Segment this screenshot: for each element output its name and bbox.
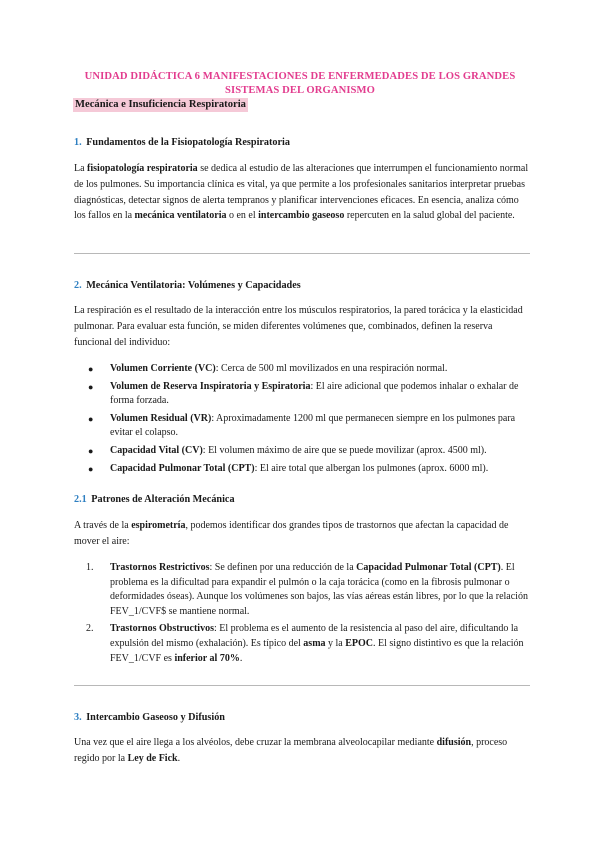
item-number: 2. — [86, 623, 94, 635]
text-run: . El problema es la dificultad para expandir el pulmón o la caja torácica (como en la fibrosis pulmonar o deformidades óseas). Aunque los volúmenes son bajos, las vías aéreas están libres, por lo que la relación FEV_1/CVF$ se mantiene normal. — [110, 562, 528, 617]
item-number: 1. — [86, 562, 94, 573]
bold-term: inferior al 70% — [174, 652, 240, 664]
heading-section-2-1 — [74, 493, 235, 507]
paragraph-section-2-1 — [74, 518, 529, 550]
heading-text: Fundamentos de la Fisiopatología Respiratoria — [86, 137, 290, 148]
text-run: y la — [325, 637, 346, 649]
disorders-list — [74, 561, 530, 669]
paragraph-section-1 — [74, 161, 529, 224]
text-run: La — [74, 163, 88, 174]
bold-term: Volumen Corriente (VC) — [110, 363, 216, 374]
list-item: ● Capacidad Vital (CV): El volumen máximo de aire que se puede movilizar (aprox. 4500 ml). — [88, 444, 487, 456]
list-item — [74, 622, 530, 666]
list-item: ● Volumen Residual (VR): Aproximadamente 1200 ml que permanecen siempre en los pulmones para evitar el colapso. — [88, 412, 516, 439]
text-run: : Aproximadamente 1200 ml que permanecen siempre en los pulmones para evitar el colapso. — [110, 412, 516, 439]
text-run: : El aire total que albergan los pulmones (aprox. 6000 ml). — [254, 462, 489, 474]
text-run: . — [239, 652, 243, 664]
bold-term: Capacidad Pulmonar Total (CPT) — [110, 462, 255, 474]
bold-term: fisiopatología respiratoria — [87, 163, 198, 174]
divider — [74, 253, 530, 254]
paragraph-section-2: La respiración es el resultado de la interacción entre los músculos respiratorios, la pared torácica y la elasticidad pulmonar. Para evaluar esta función, se miden diferentes volúmenes que, combinados, definen la reserva funcional del individuo: — [74, 305, 523, 348]
text-run: se dedica al estudio de las alteraciones que interrumpen el funcionamiento normal de los pulmones. Su importancia clínica es vital, ya que permite a los profesionales sanitarios interpretar pruebas diagnósticas, detectar signos de alerta tempranos y planificar intervenciones eficaces. En esencia, analiza cómo los fallos en la — [74, 163, 529, 222]
text-run: : Cerca de 500 ml movilizados en una respiración normal. — [215, 363, 448, 374]
text-run: Una vez que el aire llega a los alvéolos, debe cruzar la membrana alveolocapilar mediante — [74, 737, 437, 748]
bold-term: Capacidad Vital (CV) — [110, 444, 203, 456]
bold-term: Volumen de Reserva Inspiratoria y Espiratoria — [110, 380, 311, 392]
heading-text: Mecánica Ventilatoria: Volúmenes y Capacidades — [86, 280, 301, 291]
heading-section-1 — [74, 136, 290, 150]
heading-text: Intercambio Gaseoso y Difusión — [86, 712, 225, 723]
text-run: , proceso regido por la — [74, 737, 508, 764]
text-run: A través de la — [74, 520, 132, 531]
bold-term: Trastornos Obstructivos — [110, 623, 214, 635]
bold-term: Capacidad Pulmonar Total (CPT) — [356, 562, 501, 573]
text-run: repercuten en la salud global del paciente. — [344, 210, 515, 222]
text-run: . — [177, 752, 181, 764]
list-item: ● Capacidad Pulmonar Total (CPT): El aire total que albergan los pulmones (aprox. 6000 ml). — [88, 462, 489, 474]
bold-term: Volumen Residual (VR) — [110, 412, 212, 424]
heading-number: 2.1 — [74, 494, 87, 505]
bold-term: Ley de Fick — [127, 752, 178, 764]
text-run: : El volumen máximo de aire que se puede movilizar (aprox. 4500 ml). — [202, 444, 487, 456]
bold-term: EPOC — [345, 637, 374, 649]
heading-number: 2. — [74, 280, 82, 291]
divider — [74, 685, 530, 686]
text-run: : El problema es el aumento de la resistencia al paso del aire, dificultando la expulsión del mismo (exhalación). Es típico del — [110, 623, 519, 649]
list-item — [74, 561, 530, 619]
text-run: . El signo distintivo es que la relación FEV_1/CVF es — [110, 637, 524, 664]
section-subtitle: Mecánica e Insuficiencia Respiratoria — [75, 99, 246, 110]
text-run: : Se definen por una reducción de la — [209, 562, 357, 573]
bold-term: espirometría — [131, 520, 186, 531]
bold-term: asma — [303, 637, 326, 649]
text-run: , podemos identificar dos grandes tipos de trastornos que afectan la capacidad de mover el aire: — [74, 520, 509, 547]
paragraph-section-3 — [74, 735, 529, 767]
text-run: : El aire adicional que podemos inhalar o exhalar de forma forzada. — [110, 380, 519, 407]
bold-term: intercambio gaseoso — [258, 210, 345, 222]
bold-term: Trastornos Restrictivos — [110, 562, 210, 573]
heading-section-2 — [74, 279, 301, 293]
list-item: ● Volumen Corriente (VC): Cerca de 500 ml movilizados en una respiración normal. — [88, 363, 448, 374]
bold-term: difusión — [436, 737, 472, 748]
unit-title: UNIDAD DIDÁCTICA 6 MANIFESTACIONES DE ENFERMEDADES DE LOS GRANDES SISTEMAS DEL ORGANISMO — [84, 71, 516, 96]
heading-number: 3. — [74, 712, 82, 723]
volumes-list — [74, 362, 530, 479]
heading-number: 1. — [74, 137, 82, 148]
heading-section-3 — [74, 711, 225, 725]
list-item: ● Volumen de Reserva Inspiratoria y Espiratoria: El aire adicional que podemos inhalar o exhalar de forma forzada. — [88, 380, 519, 407]
bold-term: mecánica ventilatoria — [134, 210, 227, 222]
text-run: o en el — [226, 210, 259, 222]
heading-text: Patrones de Alteración Mecánica — [91, 494, 235, 505]
